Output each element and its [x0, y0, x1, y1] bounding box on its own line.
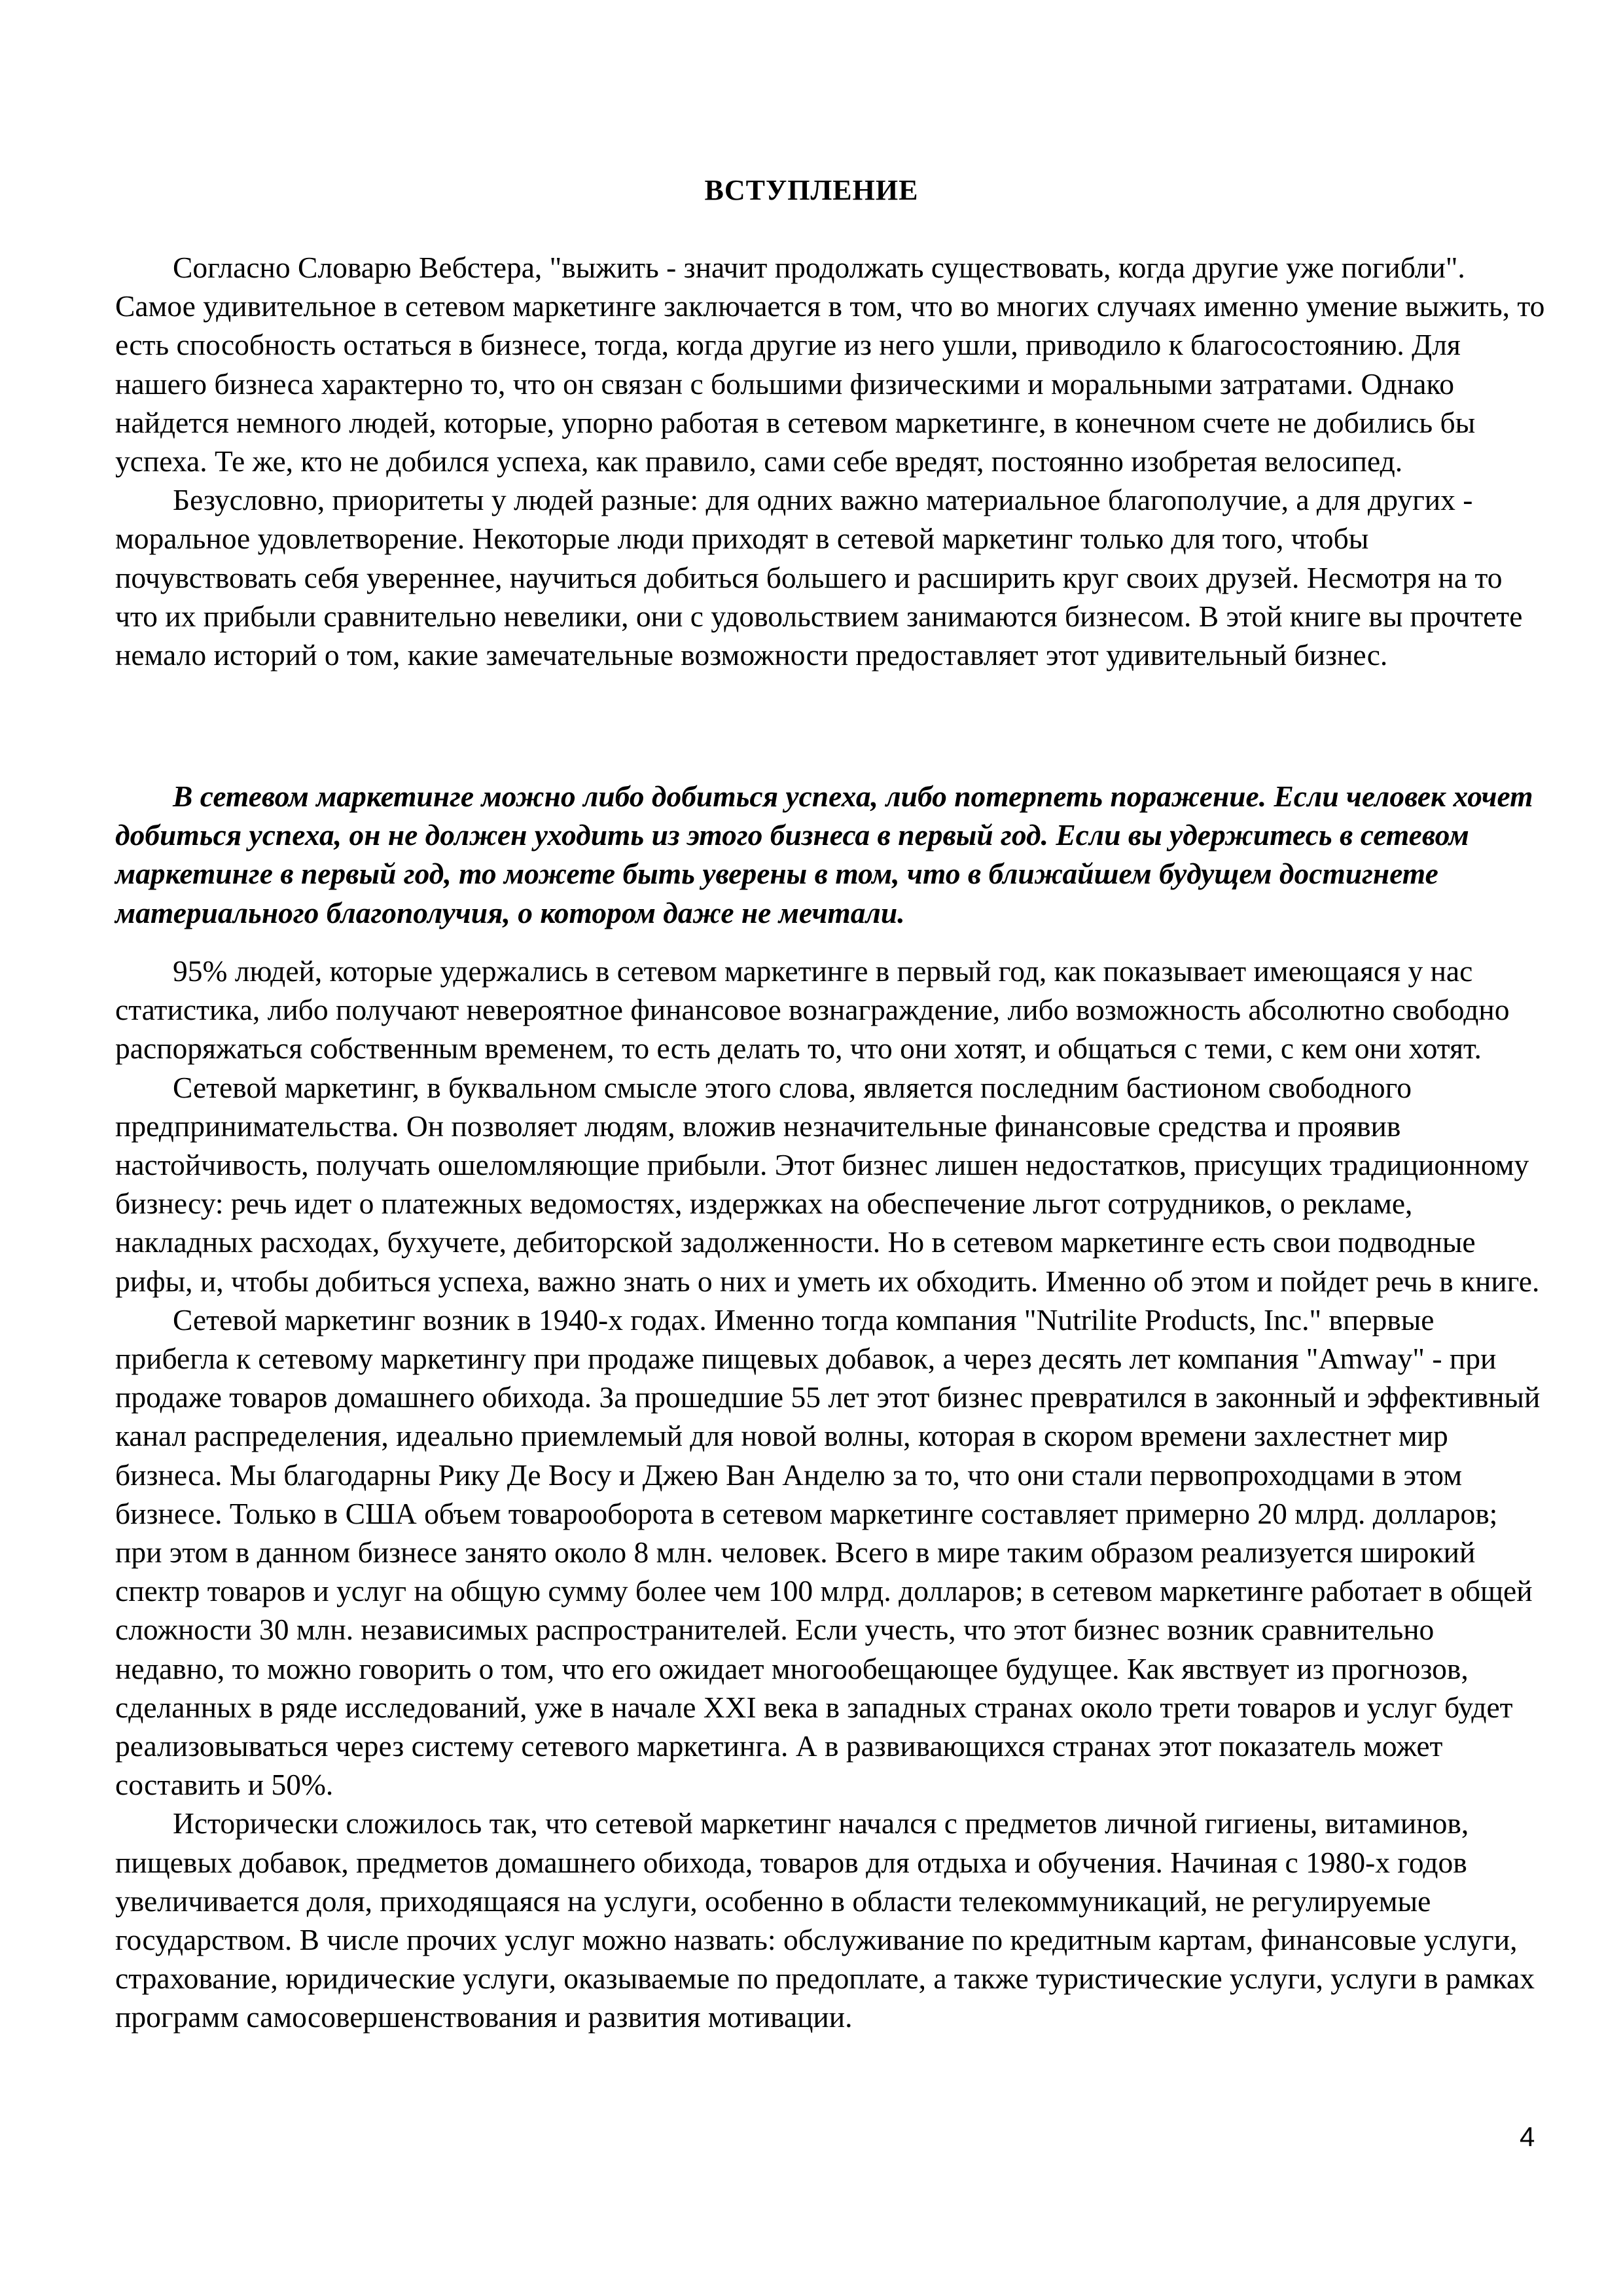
paragraph-intro-1: Согласно Словарю Вебстера, "выжить - значит продолжать существовать, когда другие уже погибли". Самое удивительное в сетевом маркетинге заключается в том, что во многих случаях именно умение выжить, то есть способность остаться в бизнесе, тогда, когда другие из него ушли, приводило к благосостоянию. Для нашего бизнеса характерно то, что он связан с большими физическими и моральными затратами. Однако найдется немного людей, которые, упорно работая в сетевом маркетинге, в конечном счете не добились бы успеха. Те же, кто не добился успеха, как правило, сами себе вредят, постоянно изобретая велосипед.: [115, 251, 1545, 478]
paragraph-emphasis: В сетевом маркетинге можно либо добиться успеха, либо потерпеть поражение. Если человек хочет добиться успеха, он не должен уходить из этого бизнеса в первый год. Если вы удержитесь в сетевом маркетинге в первый год, то можете быть уверены в том, что в ближайшем будущем достигнете материального благополучия, о котором даже не мечтали.: [115, 780, 1533, 929]
emphasis-text-block: [115, 777, 1545, 932]
intro-text-block: [115, 248, 1545, 674]
paragraph-intro-2: Безусловно, приоритеты у людей разные: для одних важно материальное благополучие, а для других - моральное удовлетворение. Некоторые люди приходят в сетевой маркетинг только для того, чтобы почувствовать себя увереннее, научиться добиться большего и расширить круг своих друзей. Несмотря на то что их прибыли сравнительно невелики, они с удовольствием занимаются бизнесом. В этой книге вы прочтете немало историй о том, какие замечательные возможности предоставляет этот удивительный бизнес.: [115, 483, 1523, 672]
paragraph-main-2: Сетевой маркетинг, в буквальном смысле этого слова, является последним бастионом свободного предпринимательства. Он позволяет людям, вложив незначительные финансовые средства и проявив настойчивость, получать ошеломляющие прибыли. Этот бизнес лишен недостатков, присущих традиционному бизнесу: речь идет о платежных ведомостях, издержках на обеспечение льгот сотрудников, о рекламе, накладных расходах, бухучете, дебиторской задолженности. Но в сетевом маркетинге есть свои подводные рифы, и, чтобы добиться успеха, важно знать о них и уметь их обходить. Именно об этом и пойдет речь в книге.: [115, 1070, 1540, 1298]
main-text-block: [115, 952, 1545, 2037]
paragraph-main-3: Сетевой маркетинг возник в 1940-х годах. Именно тогда компания "Nutrilite Products, Inc." впервые прибегла к сетевому маркетингу при продаже пищевых добавок, а через десять лет компания "Amway" - при продаже товаров домашнего обихода. За прошедшие 55 лет этот бизнес превратился в законный и эффективный канал распределения, идеально приемлемый для новой волны, которая в скором времени захлестнет мир бизнеса. Мы благодарны Рику Де Восу и Джею Ван Анделю за то, что они стали первопроходцами в этом бизнесе. Только в США объем товарооборота в сетевом маркетинге составляет примерно 20 млрд. долларов; при этом в данном бизнесе занято около 8 млн. человек. Всего в мире таким образом реализуется широкий спектр товаров и услуг на общую сумму более чем 100 млрд. долларов; в сетевом маркетинге работает в общей сложности 30 млн. независимых распространителей. Если учесть, что этот бизнес возник сравнительно недавно, то можно говорить о том, что его ожидает многообещающее будущее. Как явствует из прогнозов, сделанных в ряде исследований, уже в начале XXI века в западных странах около трети товаров и услуг будет реализовываться через систему сетевого маркетинга. А в развивающихся странах этот показатель может составить и 50%.: [115, 1302, 1541, 1802]
page-number: 4: [1520, 2121, 1535, 2152]
page-title: ВСТУПЛЕНИЕ: [704, 174, 919, 206]
paragraph-main-4: Исторически сложилось так, что сетевой маркетинг начался с предметов личной гигиены, витаминов, пищевых добавок, предметов домашнего обихода, товаров для отдыха и обучения. Начиная с 1980-х годов увеличивается доля, приходящаяся на услуги, особенно в области телекоммуникаций, не регулируемые государством. В числе прочих услуг можно назвать: обслуживание по кредитным картам, финансовые услуги, страхование, юридические услуги, оказываемые по предоплате, а также туристические услуги, услуги в рамках программ самосовершенствования и развития мотивации.: [115, 1806, 1535, 2034]
paragraph-main-1: 95% людей, которые удержались в сетевом маркетинге в первый год, как показывает имеющаяся у нас статистика, либо получают невероятное финансовое вознаграждение, либо возможность абсолютно свободно распоряжаться собственным временем, то есть делать то, что они хотят, и общаться с теми, с кем они хотят.: [115, 954, 1510, 1066]
